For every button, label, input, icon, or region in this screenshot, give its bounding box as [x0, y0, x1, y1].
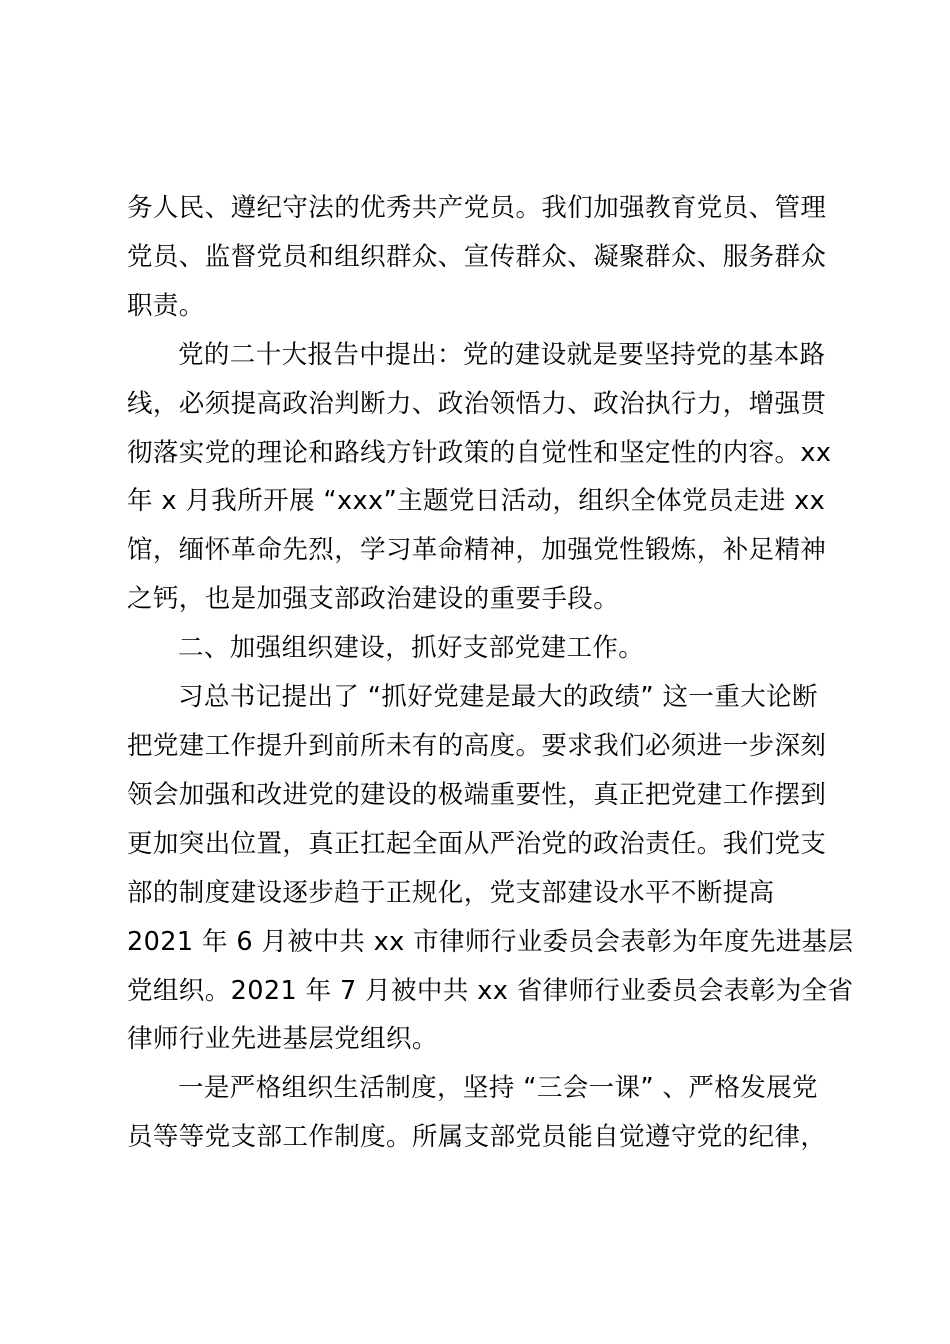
- document-body: [127, 184, 854, 1162]
- text-line: 律师行业先进基层党组织。: [127, 1024, 438, 1055]
- paragraph-3: [127, 673, 854, 1064]
- text-line: 领会加强和改进党的建设的极端重要性，真正把党建工作摆到: [127, 779, 827, 810]
- text-line: 部的制度建设逐步趋于正规化，党支部建设水平不断提高: [127, 877, 775, 908]
- text-line: 2021 年 6 月被中共 xx 市律师行业委员会表彰为年度先进基层: [127, 926, 854, 957]
- text-line: 员等等党支部工作制度。所属支部党员能自觉遵守党的纪律，: [127, 1122, 827, 1153]
- text-line: 一是严格组织生活制度，坚持 “三会一课” 、严格发展党: [178, 1073, 818, 1104]
- text-line: 党组织。2021 年 7 月被中共 xx 省律师行业委员会表彰为全省: [127, 975, 854, 1006]
- text-line: 务人民、遵纪守法的优秀共产党员。我们加强教育党员、管理: [127, 193, 827, 223]
- text-line: 习总书记提出了 “抓好党建是最大的政绩” 这一重大论断: [178, 682, 818, 713]
- paragraph-1: [127, 184, 832, 331]
- text-line: 线，必须提高政治判断力、政治领悟力、政治执行力，增强贯: [127, 388, 827, 419]
- paragraph-2: [127, 331, 832, 624]
- paragraph-4: [127, 1064, 832, 1162]
- text-line: 党的二十大报告中提出：党的建设就是要坚持党的基本路: [178, 339, 826, 370]
- text-line: 年 x 月我所开展 “xxx”主题党日活动，组织全体党员走进 xx: [127, 486, 826, 517]
- text-line: 职责。: [127, 290, 205, 321]
- section-heading: [127, 624, 832, 673]
- text-line: 馆，缅怀革命先烈，学习革命精神，加强党性锻炼，补足精神: [127, 535, 827, 566]
- text-line: 更加突出位置，真正扛起全面从严治党的政治责任。我们党支: [127, 828, 827, 859]
- text-line: 二、加强组织建设，抓好支部党建工作。: [178, 633, 645, 664]
- text-line: 彻落实党的理论和路线方针政策的自觉性和坚定性的内容。xx: [127, 437, 832, 468]
- text-line: 之钙，也是加强支部政治建设的重要手段。: [127, 584, 620, 615]
- text-line: 把党建工作提升到前所未有的高度。要求我们必须进一步深刻: [127, 730, 827, 761]
- text-line: 党员、监督党员和组织群众、宣传群众、凝聚群众、服务群众: [127, 241, 827, 272]
